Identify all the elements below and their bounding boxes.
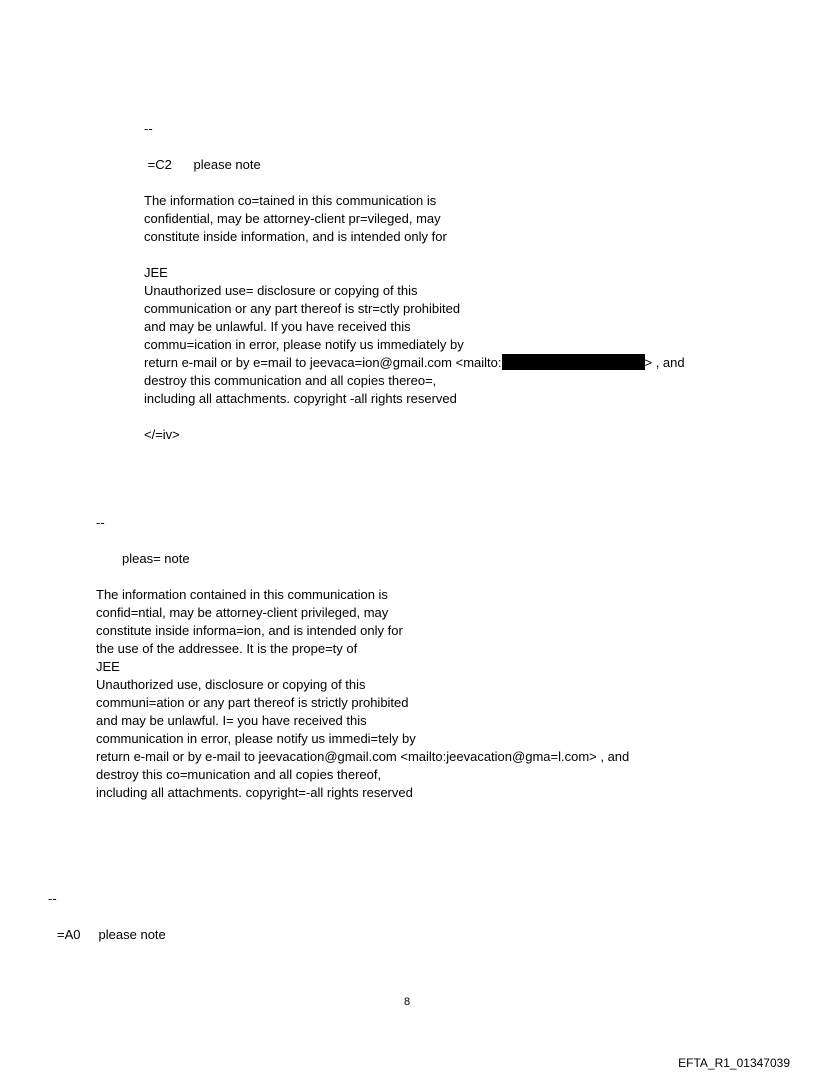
note-heading-1: =C2 please note (144, 157, 261, 172)
page-number: 8 (404, 996, 411, 1008)
text-line: destroy this communication and all copies thereo=, (144, 373, 437, 388)
text-line: JEE (96, 659, 120, 674)
text-line: and may be unlawful. I= you have received this (96, 713, 367, 728)
text-line: including all attachments. copyright=-all rights reserved (96, 785, 413, 800)
note-heading-3: =A0 please note (57, 927, 166, 942)
return-email-line (144, 354, 685, 372)
text-line: and may be unlawful. If you have received this (144, 319, 411, 334)
text-line: commu=ication in error, please notify us immediately by (144, 337, 464, 352)
closing-tag: </=iv> (144, 427, 180, 442)
text-line: JEE (144, 265, 168, 280)
return-line-end: > , and (644, 355, 685, 370)
return-line-start: return e-mail or by e=mail to jeevaca=ion@gmail.com <mailto: (144, 355, 502, 370)
text-line: communication in error, please notify us immedi=tely by (96, 731, 416, 746)
separator-3: -- (48, 891, 57, 906)
separator-1: -- (144, 121, 153, 136)
text-line: Unauthorized use= disclosure or copying of this (144, 283, 418, 298)
text-line: destroy this co=munication and all copies thereof, (96, 767, 382, 782)
redaction-bar (502, 354, 645, 370)
text-line: the use of the addressee. It is the prope=ty of (96, 641, 358, 656)
note-heading-2: pleas= note (122, 551, 190, 566)
text-line: The information co=tained in this communication is (144, 193, 437, 208)
text-line: constitute inside informa=ion, and is intended only for (96, 623, 403, 638)
text-line: communication or any part thereof is str=ctly prohibited (144, 301, 461, 316)
text-line: Unauthorized use, disclosure or copying of this (96, 677, 366, 692)
text-line: including all attachments. copyright -all rights reserved (144, 391, 457, 406)
text-line: confid=ntial, may be attorney-client privileged, may (96, 605, 389, 620)
separator-2: -- (96, 515, 105, 530)
text-line: constitute inside information, and is intended only for (144, 229, 447, 244)
text-line: communi=ation or any part thereof is strictly prohibited (96, 695, 409, 710)
text-line: The information contained in this communication is (96, 587, 388, 602)
text-line: return e-mail or by e-mail to jeevacation@gmail.com <mailto:jeevacation@gma=l.com> , and (96, 749, 630, 764)
document-id: EFTA_R1_01347039 (678, 1056, 790, 1070)
text-line: confidential, may be attorney-client pr=vileged, may (144, 211, 441, 226)
